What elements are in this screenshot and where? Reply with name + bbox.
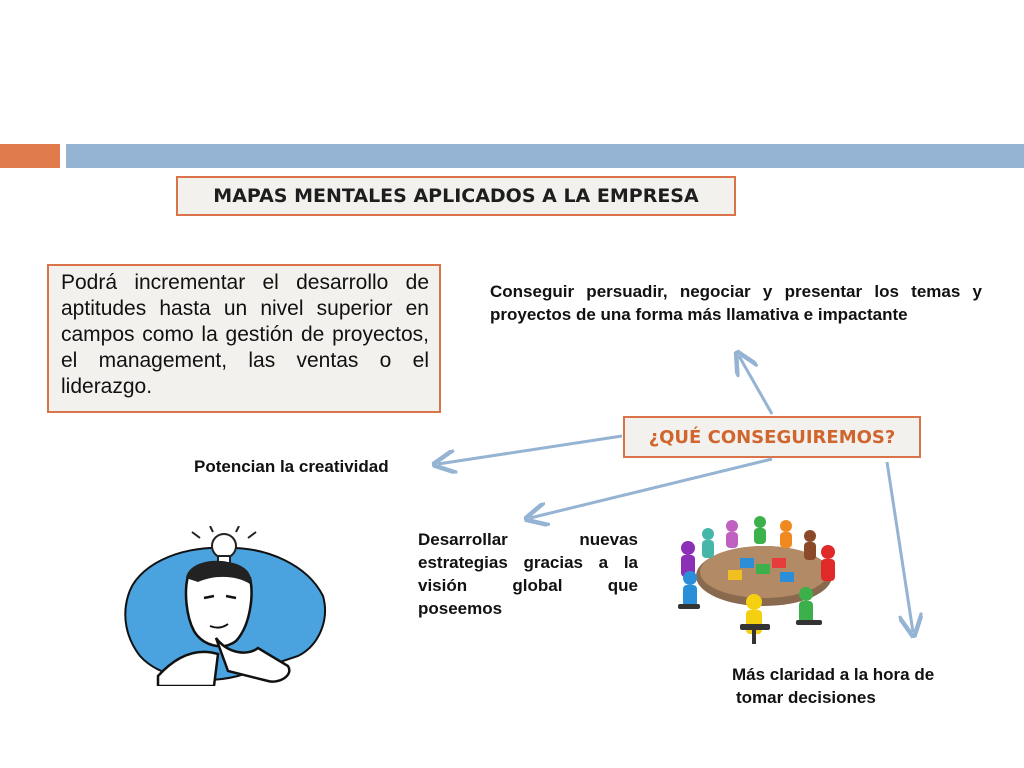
accent-bar-orange <box>0 144 60 168</box>
benefit-claridad-line1: Más claridad a la hora de <box>732 665 935 684</box>
question-text: ¿QUÉ CONSEGUIREMOS? <box>648 426 896 448</box>
arrow-to-creatividad <box>438 436 622 464</box>
thinking-person-illustration <box>118 526 330 686</box>
slide-title-text: MAPAS MENTALES APLICADOS A LA EMPRESA <box>213 185 699 207</box>
benefit-creatividad: Potencian la creatividad <box>194 457 389 476</box>
intro-box: Podrá incrementar el desarrollo de aptitudes hasta un nivel superior en campos como la gestión de proyectos, el management, las ventas o el liderazgo. <box>47 264 441 413</box>
arrow-to-claridad <box>887 462 913 632</box>
arrow-to-persuadir <box>739 356 772 414</box>
accent-bar-blue <box>66 144 1024 168</box>
benefit-estrategias: Desarrollar nuevas estrategias gracias a la visión global que poseemos <box>418 530 638 618</box>
arrow-to-estrategias <box>530 459 772 518</box>
slide-title <box>176 176 736 216</box>
benefit-persuadir: Conseguir persuadir, negociar y presentar los temas y proyectos de una forma más llamativa e impactante <box>490 282 982 324</box>
benefit-claridad <box>732 663 982 709</box>
benefit-claridad-line2: tomar decisiones <box>736 688 876 707</box>
question-box <box>623 416 921 458</box>
team-meeting-illustration <box>668 512 846 646</box>
